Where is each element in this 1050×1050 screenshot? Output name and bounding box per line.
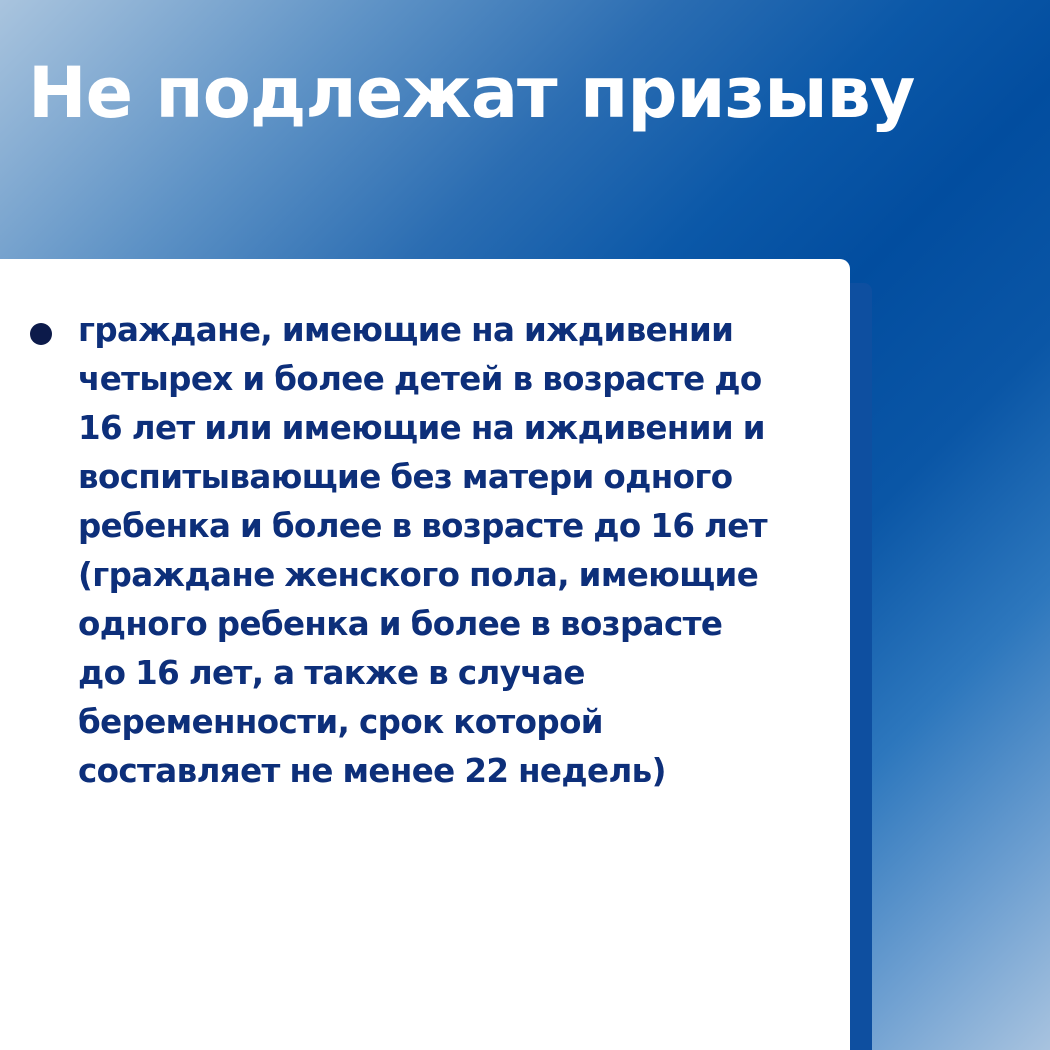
text-line: 16 лет или имеющие на иждивении и xyxy=(78,409,765,447)
text-line: четырех и более детей в возрасте до xyxy=(78,360,762,398)
text-line: граждане, имеющие на иждивении xyxy=(78,311,734,349)
page-title: Не подлежат призыву xyxy=(28,52,915,134)
text-line: воспитывающие без матери одного xyxy=(78,458,733,496)
text-line: одного ребенка и более в возрасте xyxy=(78,605,723,643)
list-item-text xyxy=(78,306,823,796)
bullet-dot-icon xyxy=(30,323,52,345)
text-line: составляет не менее 22 недель) xyxy=(78,752,666,790)
text-line: ребенка и более в возрасте до 16 лет xyxy=(78,507,767,545)
text-line: беременности, срок которой xyxy=(78,703,603,741)
text-line: (граждане женского пола, имеющие xyxy=(78,556,759,594)
text-line: до 16 лет, а также в случае xyxy=(78,654,585,692)
